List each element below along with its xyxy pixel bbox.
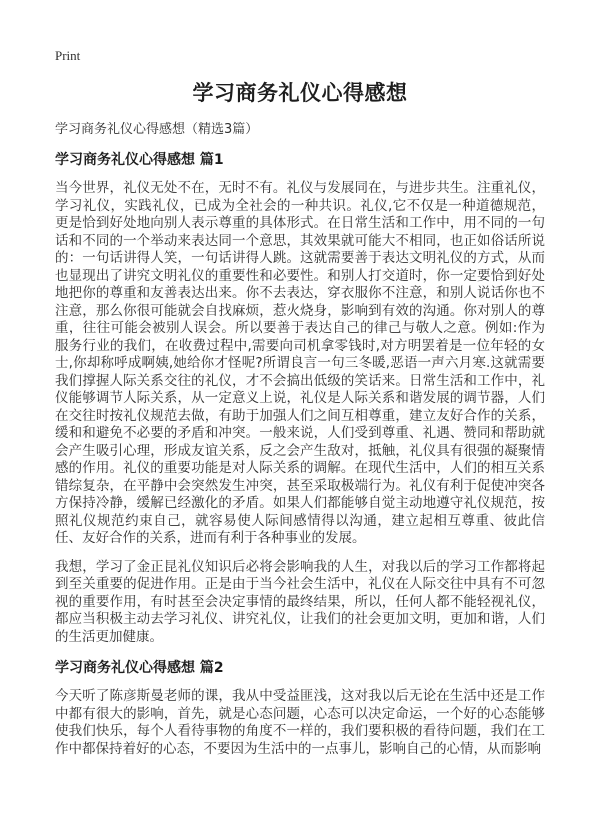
print-button[interactable]: Print [55, 48, 81, 63]
document-title: 学习商务礼仪心得感想 [192, 81, 408, 105]
document-content [55, 0, 545, 758]
document-subtitle: 学习商务礼仪心得感想（精选3篇） [55, 122, 259, 137]
body-paragraph: 我想，学习了金正昆礼仪知识后必将会影响我的人生，对我以后的学习工作都将起到至关重要的促进作用。正是由于当今社会生活中，礼仪在人际交往中具有不可忽视的重要作用，有时甚至会决定事情的最终结果，所以，任何人都不能轻视礼仪，都应当积极主动去学习礼仪、讲究礼仪，让我们的社会更加文明，更加和谐，人们的生活更加健康。 [55, 558, 545, 645]
section-heading-1: 学习商务礼仪心得感想 篇1 [55, 152, 224, 168]
body-paragraph: 今天听了陈彦斯曼老师的课，我从中受益匪浅，这对我以后无论在生活中还是工作中都有很大的影响，首先，就是心态问题，心态可以决定命运，一个好的心态能够使我们快乐，每个人看待事物的角度不一样的，我们要积极的看待问题，我们在工作中都保持着好的心态，不要因为生活中的一点事儿，影响自己的心情，从而影响 [55, 688, 545, 757]
body-paragraph: 当今世界，礼仪无处不在，无时不有。礼仪与发展同在，与进步共生。注重礼仪，学习礼仪，实践礼仪，已成为全社会的一种共识。礼仪,它不仅是一种道德规范，更是恰到好处地向别人表示尊重的具体形式。在日常生活和工作中，用不同的一句话和不同的一个举动来表达同一个意思，其效果就可能大不相同，也正如俗话所说的：一句话讲得人笑，一句话讲得人跳。这就需要善于表达文明礼仪的方式，从而也显现出了讲究文明礼仪的重要性和必要性。和别人打交道时，你一定要恰到好处地把你的尊重和友善表达出来。你不去表达，穿衣服你不注意，和别人说话你也不注意，那么你很可能就会自找麻烦，惹火烧身，影响到有效的沟通。你对别人的尊重，往往可能会被别人误会。所以要善于表达自己的律己与敬人之意。例如:作为服务行业的我们，在收费过程中,需要向司机拿零钱时,对方明罢着是一位年轻的女士,你却称呼成啊姨,她给你才怪呢?所谓良言一句三冬暖,恶语一声六月寒.这就需要我们撑握人际关系交往的礼仪，才不会搞出低级的笑话来。日常生活和工作中，礼仪能够调节人际关系，从一定意义上说，礼仪是人际关系和谐发展的调节器，人们在交往时按礼仪规范去做，有助于加强人们之间互相尊重，建立友好合作的关系，缓和和避免不必要的矛盾和冲突。一般来说，人们受到尊重、礼遇、赞同和帮助就会产生吸引心理，形成友谊关系，反之会产生敌对，抵触，礼仪具有很强的凝聚情感的作用。礼仪的重要功能是对人际关系的调解。在现代生活中，人们的相互关系错综复杂，在平静中会突然发生冲突，甚至采取极端行为。礼仪有利于促使冲突各方保持冷静，缓解已经激化的矛盾。如果人们都能够自觉主动地遵守礼仪规范，按照礼仪规范约束自己，就容易使人际间感情得以沟通，建立起相互尊重、彼此信任、友好合作的关系，进而有利于各种事业的发展。 [55, 180, 545, 546]
section-heading-2: 学习商务礼仪心得感想 篇2 [55, 660, 224, 676]
